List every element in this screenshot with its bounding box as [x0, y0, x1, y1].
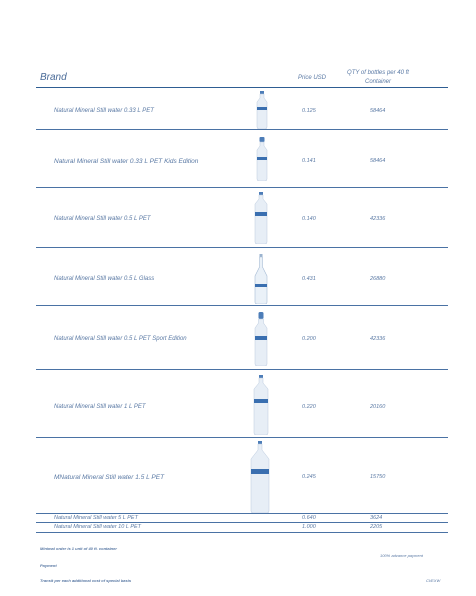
- advance-payment-note: 100% advance payment: [380, 553, 423, 558]
- product-qty: 20160: [370, 404, 386, 410]
- table-row: [36, 523, 448, 533]
- brand-header: Brand: [40, 72, 67, 83]
- product-qty: 42336: [370, 336, 386, 342]
- bottle-05-glass-image: [253, 254, 269, 304]
- product-name: Natural Mineral Still water 5 L PET: [54, 515, 138, 521]
- product-qty: 3624: [370, 515, 383, 521]
- product-name: Natural Mineral Still water 0.5 L PET: [54, 216, 151, 222]
- bottle-033-image: [255, 91, 269, 129]
- product-name: Natural Mineral Still water 0.5 L PET Sport Edition: [54, 336, 187, 342]
- bottle-15l-image: [249, 441, 271, 513]
- product-name: Natural Mineral Still water 1 L PET: [54, 404, 146, 410]
- transit-terms-note: Transit per each additional cost of special basis: [40, 578, 132, 583]
- bottle-1l-image: [252, 375, 270, 435]
- product-name: Natural Mineral Still water 10 L PET: [54, 524, 142, 530]
- product-name: MNatural Mineral Still water 1.5 L PET: [54, 474, 165, 481]
- payment-note: Payment: [40, 563, 57, 568]
- delivery-terms-note: CI/EXW: [426, 578, 441, 583]
- product-qty: 42336: [370, 216, 386, 222]
- qty-header: QTY of bottles per 40 ft Container: [347, 70, 409, 85]
- product-qty: 26880: [370, 276, 386, 282]
- table-row: [36, 370, 448, 438]
- product-name: Natural Mineral Still water 0.33 L PET Kids Edition: [54, 158, 199, 165]
- product-price: 1.000: [302, 524, 316, 530]
- table-row: [36, 88, 448, 130]
- product-price: 0.431: [302, 276, 316, 282]
- product-qty: 58464: [370, 158, 386, 164]
- product-price: 0.200: [302, 336, 316, 342]
- product-qty: 2205: [370, 524, 383, 530]
- product-price: 0.640: [302, 515, 316, 521]
- table-row: [36, 438, 448, 514]
- product-qty: 58464: [370, 108, 386, 114]
- table-row: [36, 248, 448, 306]
- product-name: Natural Mineral Still water 0.5 L Glass: [54, 276, 155, 282]
- bottle-05-image: [253, 192, 269, 244]
- bottle-033-kids-image: [255, 137, 269, 181]
- minimum-order-note: Minimal order is 1 unit of 40 ft. container: [40, 546, 117, 551]
- table-row: [36, 188, 448, 248]
- product-price: 0.245: [302, 474, 316, 480]
- product-name: Natural Mineral Still water 0.33 L PET: [54, 108, 154, 114]
- row-rule: [36, 532, 448, 533]
- product-qty: 15750: [370, 474, 386, 480]
- bottle-05-sport-image: [253, 312, 269, 366]
- product-price: 0.220: [302, 404, 316, 410]
- price-header: Price USD: [298, 75, 327, 81]
- table-row: [36, 130, 448, 188]
- table-row: [36, 306, 448, 370]
- product-price: 0.125: [302, 108, 316, 114]
- product-price: 0.140: [302, 216, 316, 222]
- table-row: [36, 514, 448, 523]
- product-price: 0.141: [302, 158, 316, 164]
